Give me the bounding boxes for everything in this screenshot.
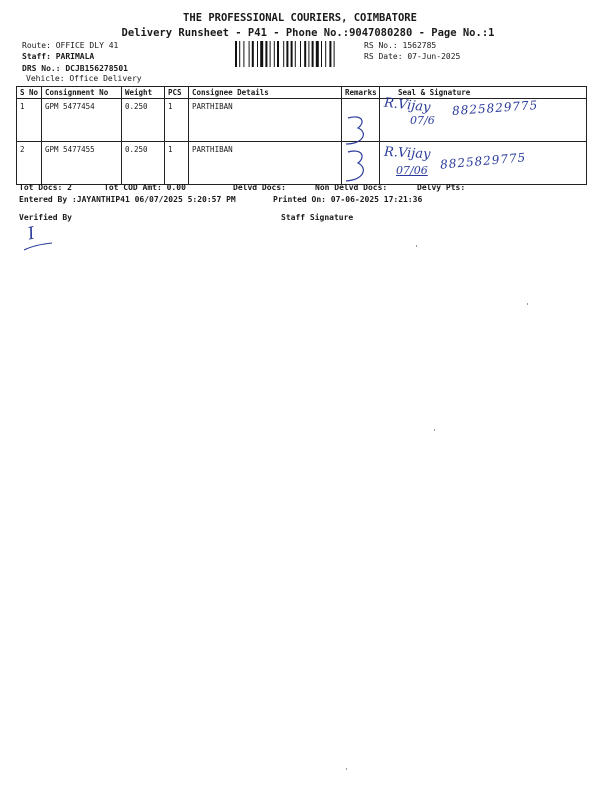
cell-sno: 1 [17, 99, 42, 142]
barcode-bar [308, 41, 309, 67]
cell-weight: 0.250 [122, 99, 165, 142]
delvd-docs: Delvd Docs: [233, 183, 286, 192]
scan-speck [527, 303, 528, 305]
cell-sno: 2 [17, 142, 42, 185]
signature-date-1: 07/6 [410, 114, 435, 127]
verified-underline [22, 240, 54, 252]
tot-docs: Tot Docs: 2 [19, 183, 72, 192]
barcode-bar [316, 41, 319, 67]
table-header-row [17, 87, 587, 99]
scan-speck [346, 768, 347, 770]
barcode-bar [243, 41, 244, 67]
barcode-bar [270, 41, 271, 67]
signature-name-2: R.Vijay [383, 144, 431, 163]
signature-date-2: 07/06 [396, 164, 428, 177]
barcode-bar [304, 41, 306, 67]
printed-on: Printed On: 07-06-2025 17:21:36 [273, 195, 423, 204]
delvy-pts: Delvy Pts: [417, 183, 466, 192]
barcode-bar [252, 41, 254, 67]
remarks-scribble-2 [340, 148, 374, 184]
barcode-bar [239, 41, 240, 67]
barcode-bar [286, 41, 288, 67]
scan-speck [416, 245, 417, 247]
entered-by: Entered By :JAYANTHIP41 06/07/2025 5:20:57 PM [19, 195, 236, 204]
barcode-bar [325, 41, 326, 67]
cell-pcs: 1 [165, 99, 189, 142]
runsheet-title: Delivery Runsheet - P41 - Phone No.:9047080280 - Page No.:1 [121, 27, 495, 39]
barcode-bar [265, 41, 267, 67]
barcode-bar [329, 41, 331, 67]
cell-consignee: PARTHIBAN [189, 142, 342, 185]
signature-phone-2: 8825829775 [439, 150, 527, 172]
verified-by-label: Verified By [19, 213, 72, 222]
vehicle-label: Vehicle: Office Delivery [26, 74, 142, 83]
col-header-consignment: Consignment No [42, 87, 122, 99]
col-header-pcs: PCS [165, 87, 189, 99]
verified-mark: I [25, 223, 37, 245]
col-header-seal: Seal & Signature [380, 87, 587, 99]
cell-consignment: GPM 5477454 [42, 99, 122, 142]
barcode-bar [291, 41, 293, 67]
cell-weight: 0.250 [122, 142, 165, 185]
cell-consignment: GPM 5477455 [42, 142, 122, 185]
cell-pcs: 1 [165, 142, 189, 185]
barcode-bar [300, 41, 301, 67]
rs-number: RS No.: 1562785 [364, 41, 437, 50]
col-header-sno: S No [17, 87, 42, 99]
remarks-scribble-1 [340, 112, 374, 148]
col-header-consignee: Consignee Details [189, 87, 342, 99]
non-delvd-docs: Non Delvd Docs: [315, 183, 388, 192]
barcode-bar [312, 41, 314, 67]
drs-number: DRS No.: DCJB156278501 [22, 64, 128, 73]
company-title: THE PROFESSIONAL COURIERS, COIMBATORE [183, 12, 417, 24]
barcode-bar [260, 41, 263, 67]
barcode-bar [235, 41, 237, 67]
barcode-bar [257, 41, 258, 67]
rs-date: RS Date: 07-Jun-2025 [364, 52, 461, 61]
cell-consignee: PARTHIBAN [189, 99, 342, 142]
col-header-weight: Weight [122, 87, 165, 99]
staff-label: Staff: PARIMALA [22, 52, 95, 61]
barcode-bar [321, 41, 322, 67]
barcode-bar [274, 41, 275, 67]
col-header-remarks: Remarks [342, 87, 380, 99]
barcode-bar [283, 41, 284, 67]
barcode-bar [334, 41, 335, 67]
route-label: Route: OFFICE DLY 41 [22, 41, 119, 50]
barcode-bar [249, 41, 250, 67]
signature-phone-1: 8825829775 [451, 98, 539, 118]
barcode-bar [277, 41, 279, 67]
tot-cod-amount: Tot COD Amt: 0.00 [104, 183, 186, 192]
barcode-bar [295, 41, 296, 67]
barcode-image [235, 41, 357, 67]
signature-name-1: R.Vijay [383, 95, 432, 116]
staff-signature-label: Staff Signature [281, 213, 354, 222]
scan-speck [434, 429, 435, 431]
